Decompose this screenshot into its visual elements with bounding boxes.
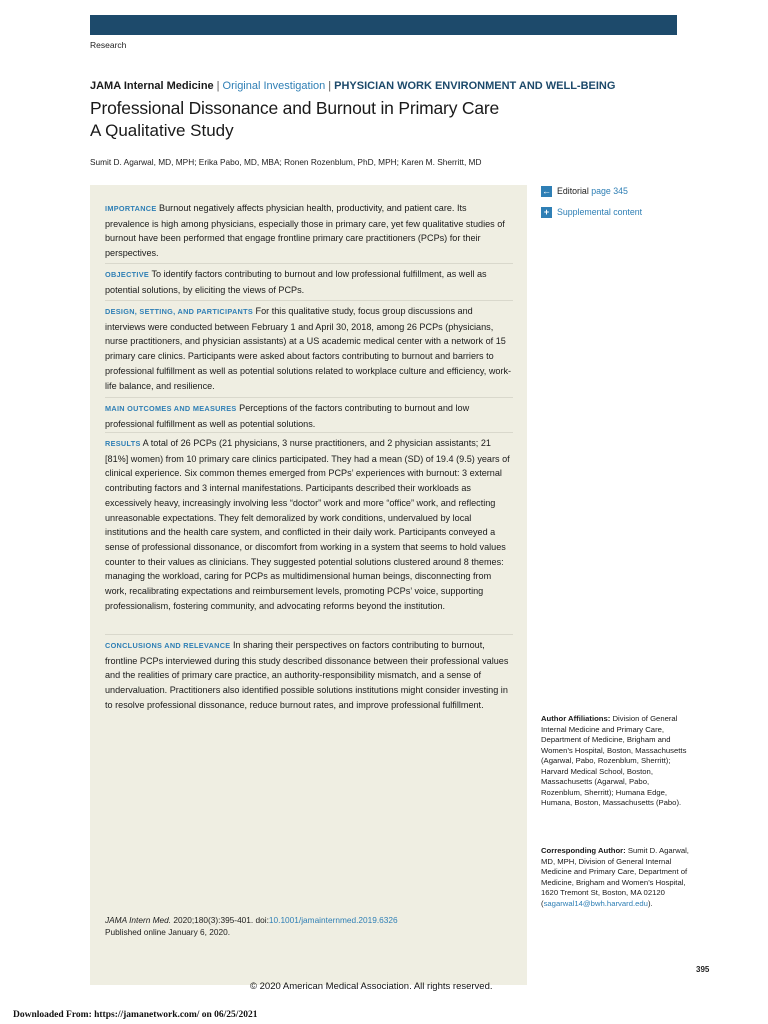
abstract-text: For this qualitative study, focus group discussions and interviews were conducted between February 1 and April 30, 2018, among 26 PCPs (physicians, nurse practitioners, and physician assistants) at a US academic medical center with a network of 15 primary care clinics. Participants were asked about factors contributing to burnout and barriers to professional fulfillment as well as potential solutions related to workplace culture and efficiency, work-life balance, and resilience. [105, 306, 512, 391]
abstract-text: In sharing their perspectives on factors contributing to burnout, frontline PCPs interviewed during this study described dissonance between their professional values and the realities of primary care practice, an authority-responsibility mismatch, and a sense of undervaluation. Practitioners also identified possible solutions institutions might consider investing in to resolve professional dissonance, reduce burnout rates, and improve professional fulfillment. [105, 640, 509, 710]
article-type: Original Investigation [222, 80, 326, 92]
article-title: Professional Dissonance and Burnout in Primary Care [90, 98, 500, 118]
abstract-heading: MAIN OUTCOMES AND MEASURES [105, 404, 237, 413]
citation-journal: JAMA Intern Med. [105, 915, 172, 925]
abstract-divider [105, 300, 513, 301]
page-number: 395 [696, 965, 710, 974]
abstract-conclusions [105, 638, 513, 713]
abstract-importance [105, 201, 513, 261]
supplemental-label[interactable]: Supplemental content [557, 207, 643, 217]
abstract-text: A total of 26 PCPs (21 physicians, 3 nurse practitioners, and 2 physician assistants; 21 [81%] women) from 10 primary care clinics participated. They had a mean (SD) of 19.4 (9.5) years of clinical experience. Six common themes emerged from PCPs’ experiences with burnout: 3 external contributing factors and 3 internal manifestations. Participants described their workloads as excessively heavy, increasingly involving less “doctor” work and more “office” work, and reflecting unreasonable expectations. They felt demoralized by work conditions, undervalued by local institutions and the health care system, and conflicted in their daily work. Participants conveyed a sense of professional dissonance, or discomfort from working in a system that seems to hold values counter to their values as clinicians. They suggested potential solutions clustered around 8 themes: managing the workload, caring for PCPs as multidimensional human beings, disconnecting from work, recalibrating expectations and reimbursement levels, promoting PCPs’ voice, supporting professionalism, fostering community, and advocating reforms beyond the institution. [105, 438, 510, 611]
abstract-divider [105, 263, 513, 264]
separator: | [216, 80, 220, 92]
abstract-results [105, 436, 513, 613]
abstract-divider [105, 432, 513, 433]
article-subtitle: A Qualitative Study [90, 121, 234, 140]
copyright: © 2020 American Medical Association. All rights reserved. [250, 981, 493, 992]
doi-link[interactable]: 10.1001/jamainternmed.2019.6326 [268, 915, 398, 925]
abstract-text: To identify factors contributing to burnout and low professional fulfillment, as well as potential solutions, by eliciting the views of PCPs. [105, 269, 487, 295]
citation [105, 915, 398, 938]
download-notice: Downloaded From: https://jamanetwork.com/ on 06/25/2021 [13, 1010, 258, 1020]
abstract-design [105, 304, 513, 393]
email-link[interactable]: sagarwal14@bwh.harvard.edu [543, 898, 648, 908]
section-label: Research [90, 40, 127, 50]
corresponding-author [541, 846, 691, 909]
plus-icon: + [541, 207, 552, 218]
affiliations-text: Division of General Internal Medicine and Primary Care, Department of Medicine, Brigham and Women’s Hospital, Boston, Massachusetts (Agarwal, Pabo, Rozenblum, Sherritt); Harvard Medical School, Boston, Massachusetts (Agarwal, Pabo, Rozenblum, Sherritt); Humana Edge, Humana, Boston, Massachusetts (Pabo). [541, 714, 687, 807]
separator: | [328, 80, 332, 92]
abstract-heading: DESIGN, SETTING, AND PARTICIPANTS [105, 307, 254, 316]
abstract-heading: RESULTS [105, 439, 141, 448]
citation-ref: 2020;180(3):395-401. doi: [173, 915, 269, 925]
editorial-link[interactable] [541, 186, 628, 197]
published-date: Published online January 6, 2020. [105, 926, 231, 937]
supplemental-link[interactable] [541, 207, 642, 218]
abstract-objective [105, 267, 513, 297]
corresponding-end: ). [647, 898, 653, 908]
abstract-heading: IMPORTANCE [105, 204, 157, 213]
journal-name: JAMA Internal Medicine [90, 80, 214, 92]
corresponding-label: Corresponding Author: [541, 846, 626, 855]
article-topic: PHYSICIAN WORK ENVIRONMENT AND WELL-BEING [334, 80, 616, 92]
header-bar [90, 15, 677, 35]
abstract-heading: CONCLUSIONS AND RELEVANCE [105, 641, 231, 650]
abstract-divider [105, 397, 513, 398]
journal-line [90, 80, 615, 92]
author-affiliations [541, 714, 691, 809]
corresponding-text: Sumit D. Agarwal, MD, MPH, Division of General Internal Medicine and Primary Care, Department of Medicine, Brigham and Women’s Hospital, 1620 Tremont St, Boston, MA 02120 ( [541, 846, 689, 908]
abstract-heading: OBJECTIVE [105, 270, 150, 279]
abstract-text: Perceptions of the factors contributing to burnout and low professional fulfillment as well as potential solutions. [105, 403, 470, 429]
abstract-outcomes [105, 401, 513, 431]
author-list: Sumit D. Agarwal, MD, MPH; Erika Pabo, MD, MBA; Ronen Rozenblum, PhD, MPH; Karen M. Sherritt, MD [90, 157, 482, 167]
editorial-label: Editorial [557, 186, 589, 196]
editorial-page-link[interactable]: page 345 [591, 186, 628, 196]
arrow-left-icon: ← [542, 186, 551, 197]
affiliations-label: Author Affiliations: [541, 714, 611, 723]
abstract-text: Burnout negatively affects physician health, productivity, and patient care. Its prevalence is high among physicians, especially those in primary care, yet few qualitative studies of burnout have been performed that engage frontline primary care practitioners (PCPs) for their perspectives. [105, 203, 505, 259]
abstract-divider [105, 634, 513, 635]
